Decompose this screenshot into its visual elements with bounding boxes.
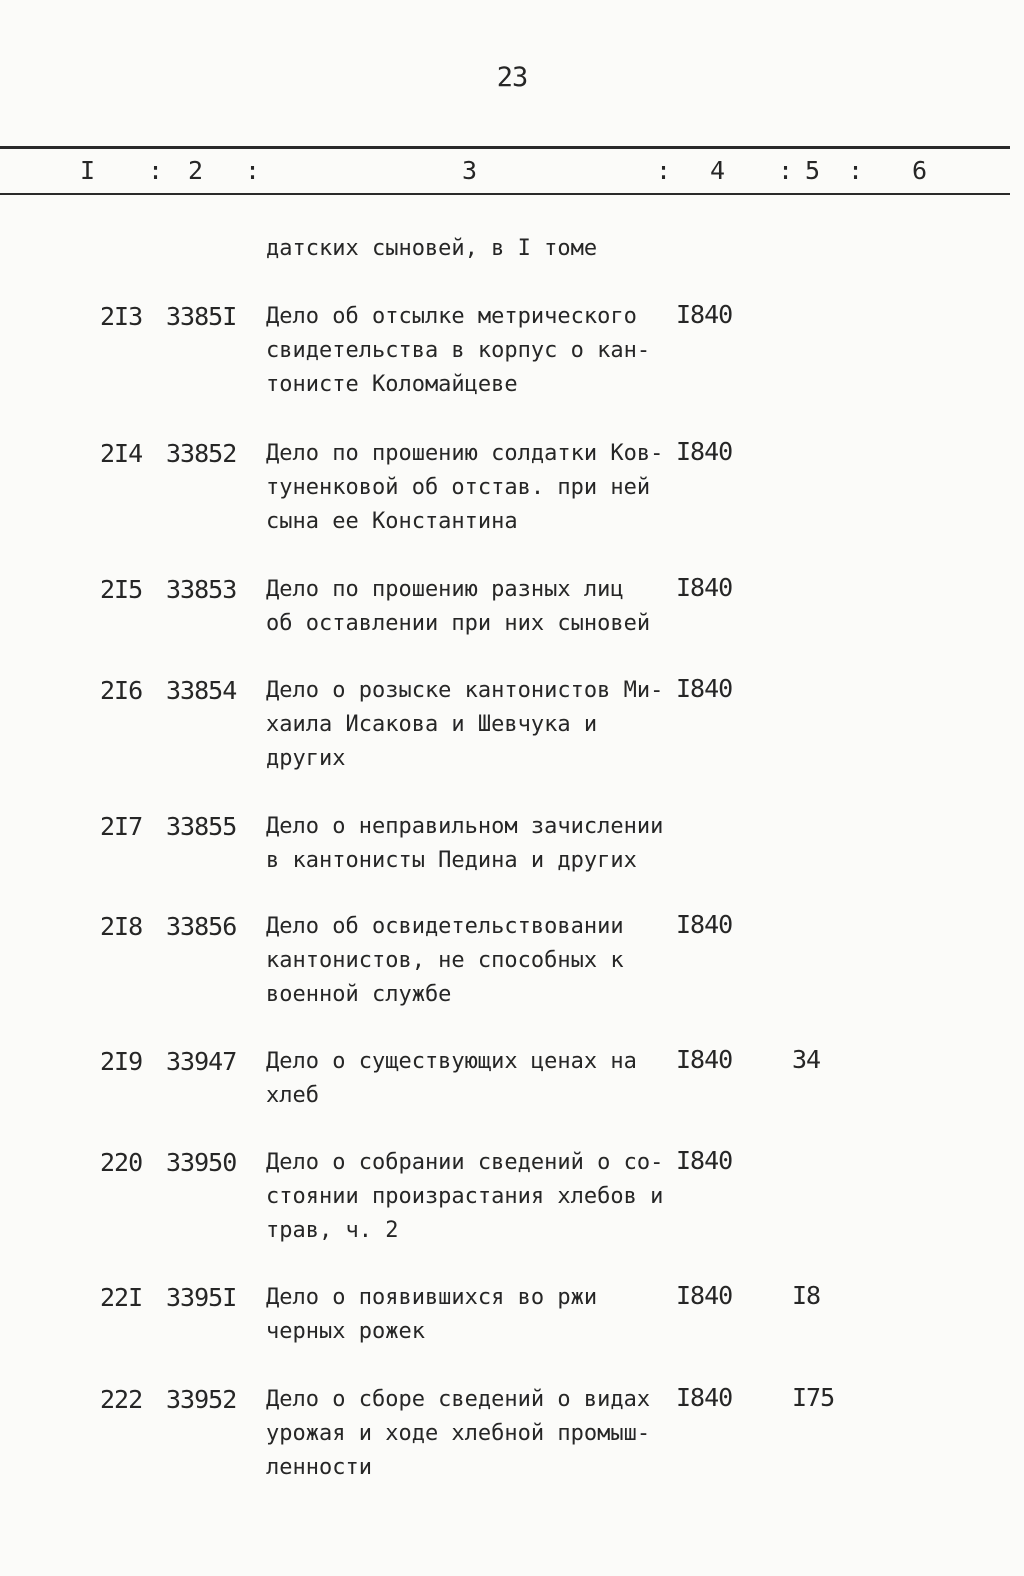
entry-number: 22I [100,1283,143,1312]
entry-number: 220 [100,1148,143,1177]
entry-title-line: Дело о существующих ценах на [266,1049,637,1074]
column-header-1: I [80,156,96,185]
continuation-line: датских сыновей, в I томе [266,236,598,261]
entry-title-line: свидетельства в корпус о кан- [266,338,651,363]
entry-title [266,910,696,1012]
entry-number: 2I3 [100,302,143,331]
entry-title [266,674,696,776]
entry-title [266,573,696,641]
column-header-3: 3 [462,156,478,185]
column-header-2: 2 [188,156,204,185]
entry-code: 33947 [166,1047,237,1076]
table-header-top-rule [0,146,1010,149]
column-separator: : [148,156,164,185]
entry-title [266,1383,696,1485]
entry-title-line: черных рожек [266,1319,425,1344]
entry-code: 33854 [166,676,237,705]
entry-title-line: стоянии произрастания хлебов и [266,1184,664,1209]
entry-year: I840 [676,573,733,602]
entry-number: 2I6 [100,676,143,705]
column-separator: : [848,156,864,185]
entry-number: 2I5 [100,575,143,604]
entry-title-line: Дело о собрании сведений о со- [266,1150,664,1175]
entry-code: 33950 [166,1148,237,1177]
entry-number: 2I8 [100,912,143,941]
entry-code: 3385I [166,302,237,331]
entry-code: 33855 [166,812,237,841]
entry-code: 33853 [166,575,237,604]
entry-title-line: туненковой об отстав. при ней [266,475,651,500]
entry-title-line: об оставлении при них сыновей [266,611,651,636]
entry-title [266,810,696,878]
entry-number: 2I4 [100,439,143,468]
entry-title-line: военной службе [266,982,452,1007]
entry-title [266,437,696,539]
entry-title-line: сына ее Константина [266,509,518,534]
entry-year: I840 [676,437,733,466]
entry-number: 2I7 [100,812,143,841]
entry-number: 222 [100,1385,143,1414]
entry-title [266,1281,696,1349]
entry-title [266,1045,696,1113]
entry-title-line: Дело по прошению разных лиц [266,577,624,602]
page-number: 23 [496,62,528,93]
entry-title-line: кантонистов, не способных к [266,948,624,973]
entry-title [266,1146,696,1248]
entry-title-line: в кантонисты Педина и других [266,848,637,873]
entry-year: I840 [676,1383,733,1412]
entry-code: 33852 [166,439,237,468]
column-separator: : [245,156,261,185]
entry-title-line: Дело об освидетельствовании [266,914,624,939]
entry-title-line: Дело о сборе сведений о видах [266,1387,651,1412]
entry-title-line: трав, ч. 2 [266,1218,399,1243]
column-separator: : [656,156,672,185]
entry-code: 33952 [166,1385,237,1414]
entry-year: I840 [676,1045,733,1074]
entry-year: I840 [676,1146,733,1175]
entry-title-line: Дело о появившихся во ржи [266,1285,598,1310]
entry-sheets: I8 [792,1281,821,1310]
entry-number: 2I9 [100,1047,143,1076]
entry-title-line: других [266,746,346,771]
entry-title [266,300,696,402]
column-separator: : [778,156,794,185]
entry-title-line: тонисте Коломайцеве [266,372,518,397]
entry-year: I840 [676,1281,733,1310]
entry-title-line: хлеб [266,1083,319,1108]
entry-code: 3395I [166,1283,237,1312]
entry-title-line: ленности [266,1455,372,1480]
entry-code: 33856 [166,912,237,941]
entry-title-line: Дело о неправильном зачислении [266,814,664,839]
table-header-bottom-rule [0,193,1010,195]
entry-title-line: Дело по прошению солдатки Ков- [266,441,664,466]
column-header-5: 5 [805,156,821,185]
entry-title-line: хаила Исакова и Шевчука и [266,712,598,737]
entry-year: I840 [676,910,733,939]
entry-title-line: Дело о розыске кантонистов Ми- [266,678,664,703]
entry-sheets: I75 [792,1383,835,1412]
entry-year: I840 [676,300,733,329]
entry-title-line: урожая и ходе хлебной промыш- [266,1421,651,1446]
entry-title-line: Дело об отсылке метрического [266,304,637,329]
column-header-6: 6 [912,156,928,185]
column-header-4: 4 [710,156,726,185]
entry-year: I840 [676,674,733,703]
entry-sheets: 34 [792,1045,821,1074]
